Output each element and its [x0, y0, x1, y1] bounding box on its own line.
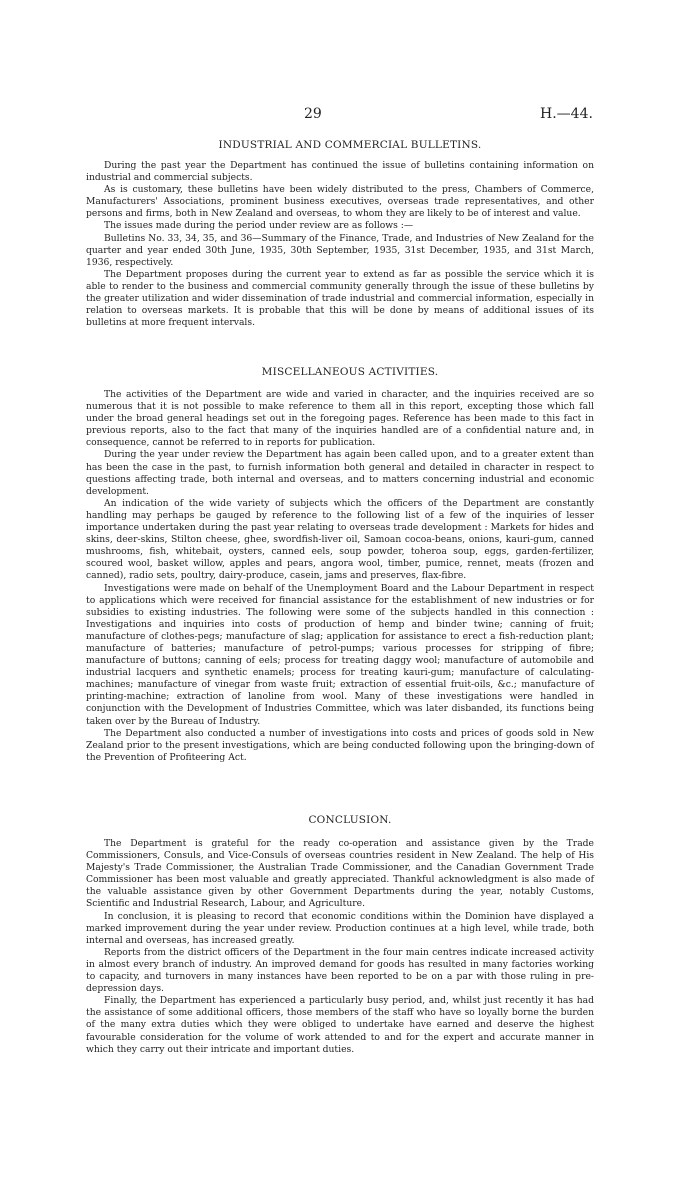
paragraph: Reports from the district officers of the Department in the four main centres indicate increased activity in almost every branch of industry. An improved demand for goods has resulted in many factories working to capacity, and turnovers in many instances have been reported to be on a par with those ruling in pre-depression days.	[86, 946, 594, 995]
section-heading-conclusion: CONCLUSION.	[308, 814, 392, 826]
paragraph: Finally, the Department has experienced a particularly busy period, and, whilst just recently it has had the assistance of some additional officers, those members of the staff who have so loyally borne the burden of the many extra duties which they were obliged to undertake have earned and deserve the highest favourable consideration for the volume of work attended to and for the expert and accurate manner in which they carry out their intricate and important duties.	[86, 995, 594, 1055]
paragraph: The Department is grateful for the ready co-operation and assistance given by the Trade Commissioners, Consuls, and Vice-Consuls of overseas countries resident in New Zealand. The help of His Majesty's Trade Commissioner, the Australian Trade Commissioner, and the Canadian Government Trade Commissioner has been most valuable and greatly appreciated. Thankful acknowledgment is also made of the valuable assistance given by other Government Departments during the year, notably Customs, Scientific and Industrial Research, Labour, and Agriculture.	[86, 838, 594, 910]
paragraph: During the past year the Department has continued the issue of bulletins containing information on industrial and commercial subjects.	[86, 160, 594, 184]
section-body-bulletins	[86, 160, 594, 329]
paragraph: The activities of the Department are wide and varied in character, and the inquiries received are so numerous that it is not possible to make reference to them all in this report, excepting those which fall under the broad general headings set out in the foregoing pages. Reference has been made to this fact in previous reports, also to the fact that many of the inquiries handled are of a confidential nature and, in consequence, cannot be referred to in reports for publication.	[86, 389, 594, 449]
paragraph: The Department also conducted a number of investigations into costs and prices of goods sold in New Zealand prior to the present investigations, which are being conducted following upon the bringing-down of the Prevention of Profiteering Act.	[86, 727, 594, 763]
paragraph: The Department proposes during the current year to extend as far as possible the service which it is able to render to the business and commercial community generally through the issue of these bulletins by the greater utilization and wider dissemination of trade industrial and commercial information, especially in relation to overseas markets. It is probable that this will be done by means of additional issues of its bulletins at more frequent intervals.	[86, 268, 594, 329]
section-heading-miscellaneous: MISCELLANEOUS ACTIVITIES.	[261, 366, 439, 378]
page-number: 29	[304, 106, 322, 122]
paragraph: The issues made during the period under review are as follows :—	[104, 220, 414, 232]
paragraph: An indication of the wide variety of subjects which the officers of the Department are constantly handling may perhaps be gauged by reference to the following list of a few of the inquiries of lesser importance undertaken during the past year relating to overseas trade development : Markets for hides and skins, deer-skins, Stilton cheese, ghee, swordfish-liver oil, Samoan cocoa-beans, onions, kauri-gum, canned mushrooms, fish, whitebait, oysters, canned eels, soup powder, toheroa soup, eggs, garden-fertilizer, scoured wool, basket willow, apples and pears, angora wool, timber, pumice, rennet, meats (frozen and canned), radio sets, poultry, dairy-produce, casein, jams and preserves, flax-fibre.	[86, 497, 594, 582]
paragraph: Investigations were made on behalf of the Unemployment Board and the Labour Department in respect to applications which were received for financial assistance for the establishment of new industries or for subsidies to existing industries. The following were some of the subjects handled in this connection : Investigations and inquiries into costs of production of hemp and binder twine; canning of fruit; manufacture of clothes-pegs; manufacture of slag; application for assistance to erect a fish-reduction plant; manufacture of batteries; manufacture of petrol-pumps; various processes for stripping of fibre; manufacture of buttons; canning of eels; process for treating daggy wool; manufacture of automobile and industrial lacquers and synthetic enamels; process for treating kauri-gum; manufacture of calculating-machines; manufacture of vinegar from waste fruit; extraction of essential fruit-oils, &c.; manufacture of printing-machine; extraction of lanoline from wool. Many of these investigations were handled in conjunction with the Development of Industries Committee, which was later disbanded, its functions being taken over by the Bureau of Industry.	[86, 582, 594, 727]
section-heading-bulletins: INDUSTRIAL AND COMMERCIAL BULLETINS.	[218, 139, 482, 151]
page-reference: H.—44.	[540, 106, 593, 122]
paragraph: During the year under review the Department has again been called upon, and to a greater extent than has been the case in the past, to furnish information both general and detailed in character in respect to questions affecting trade, both internal and overseas, and to matters concerning industrial and economic development.	[86, 449, 594, 497]
section-body-conclusion	[86, 838, 594, 1056]
paragraph: Bulletins No. 33, 34, 35, and 36—Summary of the Finance, Trade, and Industries of New Zealand for the quarter and year ended 30th June, 1935, 30th September, 1935, 31st December, 1935, and 31st March, 1936, respectively.	[86, 232, 594, 268]
paragraph: In conclusion, it is pleasing to record that economic conditions within the Dominion have displayed a marked improvement during the year under review. Production continues at a high level, while trade, both internal and overseas, has increased greatly.	[86, 910, 594, 946]
section-body-miscellaneous	[86, 389, 594, 764]
paragraph: As is customary, these bulletins have been widely distributed to the press, Chambers of Commerce, Manufacturers' Associations, prominent business executives, overseas trade representatives, and other persons and firms, both in New Zealand and overseas, to whom they are likely to be of interest and value.	[86, 184, 594, 220]
